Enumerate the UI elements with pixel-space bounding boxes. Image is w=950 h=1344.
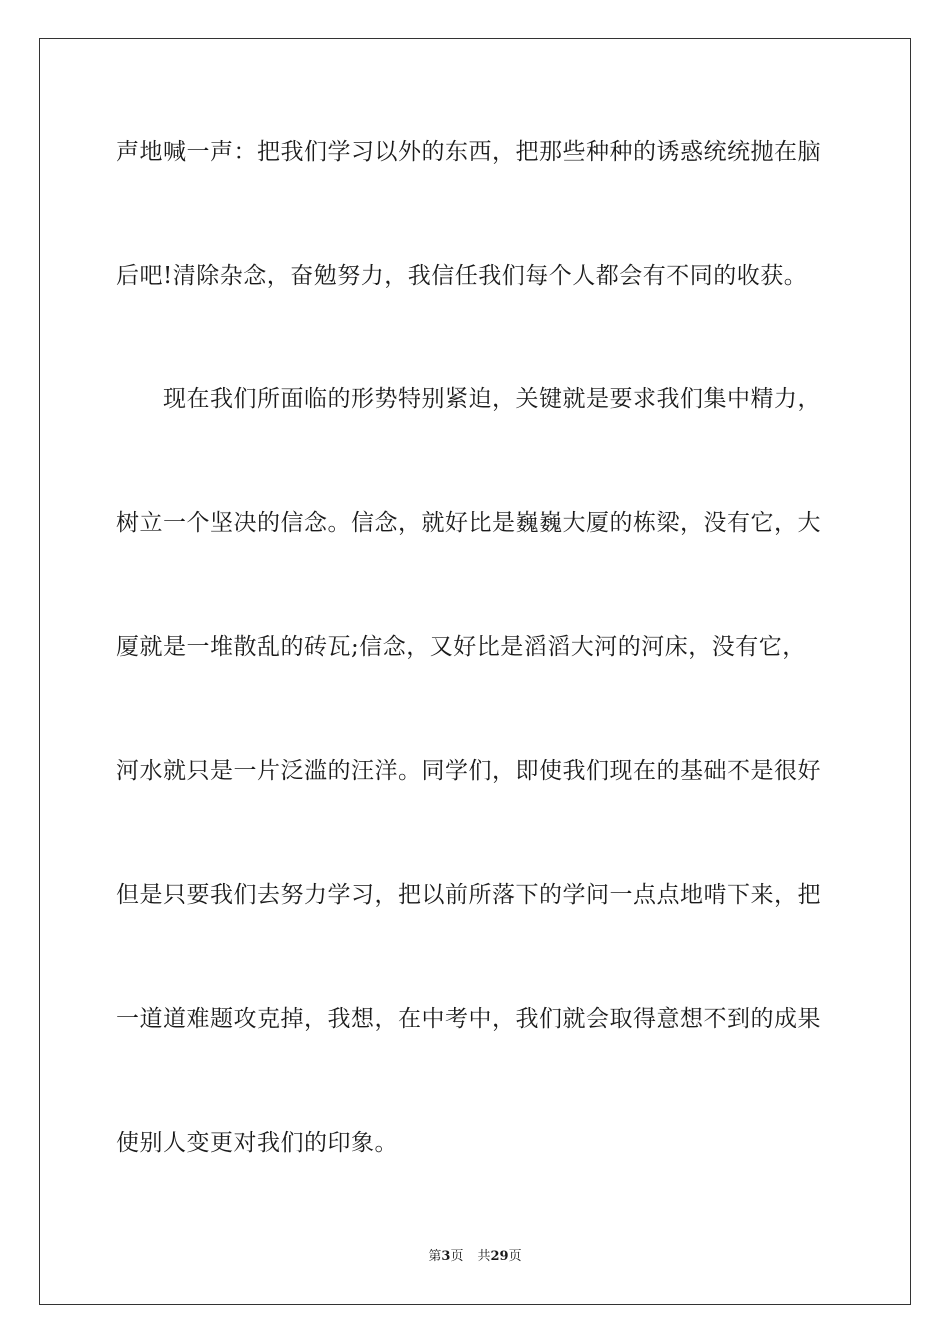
text-line-7: 但是只要我们去努力学习，把以前所落下的学问一点点地啃下来，把	[116, 882, 821, 908]
text-line-9: 使别人变更对我们的印象。	[116, 1130, 398, 1156]
page-suffix: 页	[450, 1249, 464, 1264]
text-line-1: 声地喊一声：把我们学习以外的东西，把那些种种的诱惑统统抛在脑	[116, 139, 821, 165]
text-line-8: 一道道难题攻克掉，我想，在中考中，我们就会取得意想不到的成果	[116, 1006, 821, 1032]
text-line-6: 河水就只是一片泛滥的汪洋。同学们，即使我们现在的基础不是很好	[116, 758, 821, 784]
page-prefix: 第	[428, 1249, 442, 1264]
total-suffix: 页	[508, 1249, 522, 1264]
text-line-5: 厦就是一堆散乱的砖瓦;信念，又好比是滔滔大河的河床，没有它，	[116, 634, 806, 660]
page-number: 3	[441, 1249, 451, 1264]
page-border	[39, 38, 911, 1305]
text-line-4: 树立一个坚决的信念。信念，就好比是巍巍大厦的栋梁，没有它，大	[116, 510, 821, 536]
page-footer	[0, 1248, 950, 1266]
total-prefix: 共	[477, 1249, 491, 1264]
total-pages: 29	[490, 1249, 509, 1264]
text-line-3: 现在我们所面临的形势特别紧迫，关键就是要求我们集中精力，	[116, 386, 821, 412]
text-line-2: 后吧!清除杂念，奋勉努力，我信任我们每个人都会有不同的收获。	[116, 263, 808, 289]
